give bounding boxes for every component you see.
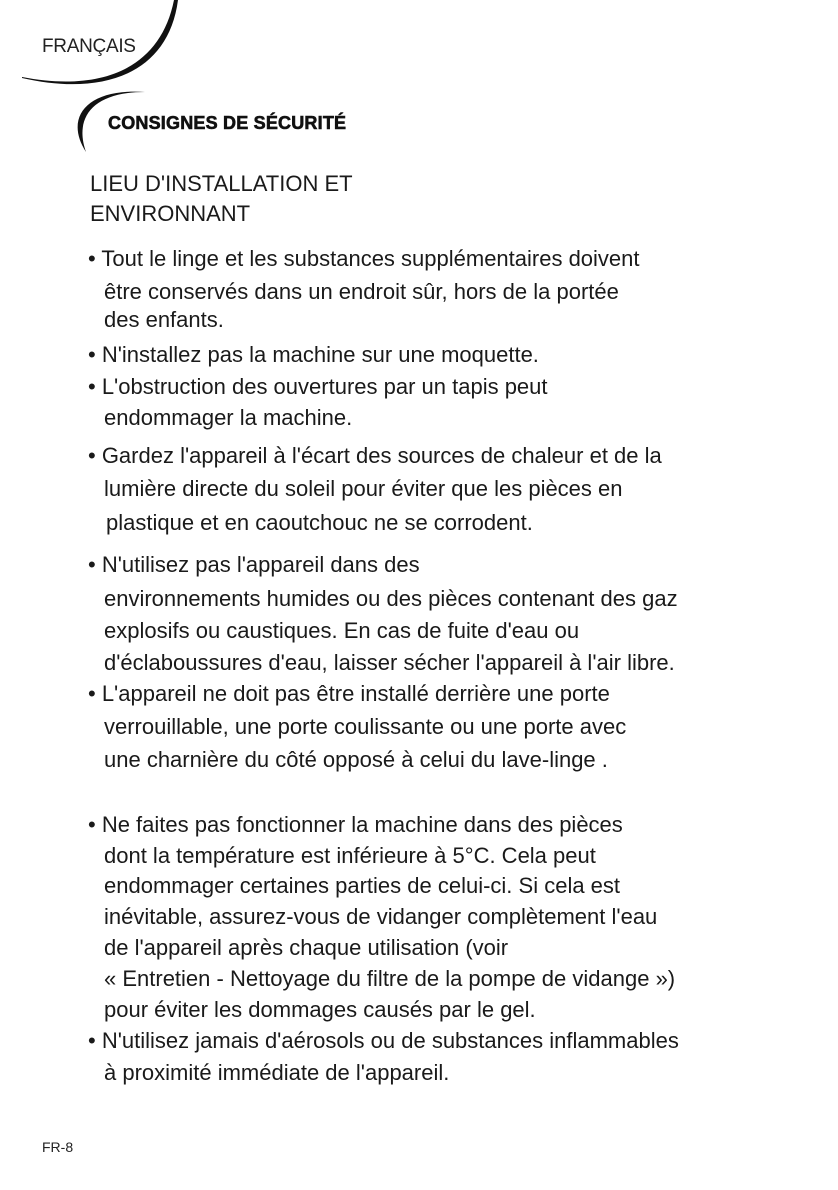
subsection-title-line: ENVIRONNANT <box>90 201 251 226</box>
subsection-title-line: LIEU D'INSTALLATION ET <box>90 171 353 196</box>
bullet-line: verrouillable, une porte coulissante ou une porte avec <box>104 714 627 739</box>
bullet-line: être conservés dans un endroit sûr, hors de la portée <box>104 279 619 304</box>
bullet-line: une charnière du côté opposé à celui du lave-linge . <box>104 747 608 772</box>
bullet-line: à proximité immédiate de l'appareil. <box>104 1060 450 1085</box>
bullet-line: plastique et en caoutchouc ne se corrodent. <box>106 510 533 535</box>
bullet-line: • N'utilisez pas l'appareil dans des <box>88 552 420 577</box>
bullet-line: • L'obstruction des ouvertures par un tapis peut <box>88 374 548 399</box>
decorative-swoosh-graphic <box>0 0 420 170</box>
bullet-line: • N'utilisez jamais d'aérosols ou de substances inflammables <box>88 1028 679 1053</box>
bullet-line: • Gardez l'appareil à l'écart des sources de chaleur et de la <box>88 443 662 468</box>
bullet-line: endommager certaines parties de celui-ci. Si cela est <box>104 873 621 898</box>
bullet-line: • Tout le linge et les substances supplémentaires doivent <box>88 246 640 271</box>
bullet-line: de l'appareil après chaque utilisation (voir <box>104 935 509 960</box>
section-title: CONSIGNES DE SÉCURITÉ <box>108 113 347 133</box>
bullet-line: des enfants. <box>104 307 224 332</box>
bullet-line: « Entretien - Nettoyage du filtre de la pompe de vidange ») <box>104 966 676 991</box>
bullet-line: dont la température est inférieure à 5°C. Cela peut <box>104 843 596 868</box>
bullet-line: d'éclaboussures d'eau, laisser sécher l'appareil à l'air libre. <box>104 650 675 675</box>
bullet-line: • N'installez pas la machine sur une moquette. <box>88 342 539 367</box>
bullet-line: inévitable, assurez-vous de vidanger complètement l'eau <box>104 904 658 929</box>
bullet-line: pour éviter les dommages causés par le gel. <box>104 997 536 1022</box>
bullet-line: explosifs ou caustiques. En cas de fuite d'eau ou <box>104 618 580 643</box>
bullet-line: endommager la machine. <box>104 405 353 430</box>
language-label: FRANÇAIS <box>42 36 136 57</box>
bullet-line: • L'appareil ne doit pas être installé derrière une porte <box>88 681 610 706</box>
bullet-line: • Ne faites pas fonctionner la machine dans des pièces <box>88 812 623 837</box>
bullet-line: lumière directe du soleil pour éviter que les pièces en <box>104 476 623 501</box>
bullet-line: environnements humides ou des pièces contenant des gaz <box>104 586 678 611</box>
page-number: FR-8 <box>42 1139 74 1155</box>
